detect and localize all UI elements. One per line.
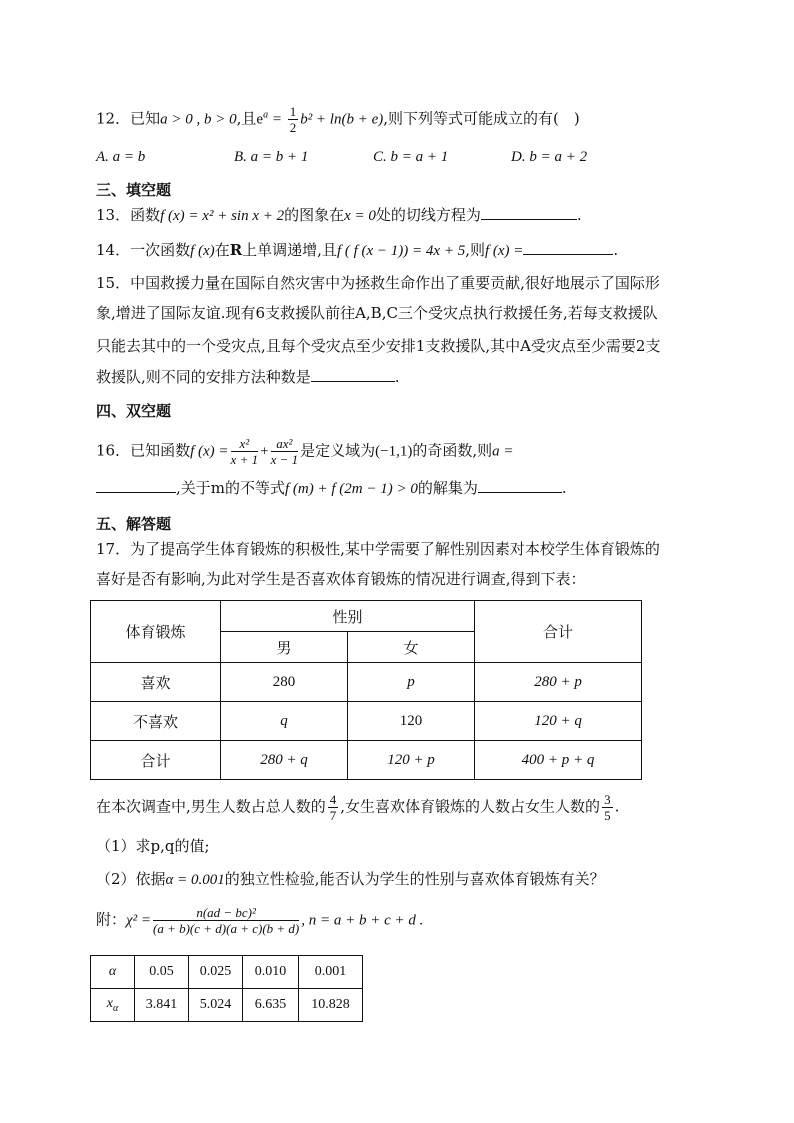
q12-option-c: C. b = a + 1 xyxy=(373,149,449,165)
q12-option-b: B. a = b + 1 xyxy=(234,149,309,165)
q16-answer-blank-2 xyxy=(478,478,562,493)
section-heading-solution: 五、解答题 xyxy=(96,515,172,533)
q12-option-a: A. a = b xyxy=(96,149,146,165)
table-row: 不喜欢 q 120 120 + q xyxy=(91,702,642,741)
q12-fraction: $\frac{1}{2}$ xyxy=(289,104,297,135)
table-row: $x_\alpha$ 3.841 5.024 6.635 10.828 xyxy=(91,989,363,1022)
header-gender: 性别 xyxy=(221,601,475,632)
table-row: α 0.05 0.025 0.010 0.001 xyxy=(91,956,363,989)
q12-option-d: D. b = a + 2 xyxy=(511,149,588,165)
q17-line-1: 17．为了提高学生体育锻炼的积极性,某中学需要了解性别因素对本校学生体育锻炼的 xyxy=(96,540,660,558)
q17-ratio-text: 在本次调查中,男生人数占总人数的 $\frac{4}{7}$ ,女生喜欢体育锻炼的人数占女生人数的 $\frac{3}{5}$ . xyxy=(96,792,620,823)
header-male: 男 xyxy=(221,632,348,663)
critical-value-table xyxy=(90,955,363,1022)
q15-answer-blank xyxy=(311,367,395,382)
header-exercise: 体育锻炼 xyxy=(91,601,221,663)
header-total: 合计 xyxy=(475,601,642,663)
q15-line-4: 救援队,则不同的安排方法种数是 . xyxy=(96,368,400,386)
section-heading-double-blank: 四、双空题 xyxy=(96,402,172,420)
table-row: 合计 280 + q 120 + p 400 + p + q xyxy=(91,741,642,780)
q16-line-2: ,关于m的不等式f (m) + f (2m − 1) > 0的解集为 . xyxy=(96,478,567,499)
q15-line-1: 15．中国救援力量在国际自然灾害中为拯救生命作出了重要贡献,很好地展示了国际形 xyxy=(96,274,660,292)
q15-line-3: 只能去其中的一个受灾点,且每个受灾点至少安排1支救援队,其中A受灾点至少需要2支 xyxy=(96,337,661,355)
survey-table xyxy=(90,600,642,780)
q17-line-2: 喜好是否有影响,为此对学生是否喜欢体育锻炼的情况进行调查,得到下表： xyxy=(96,570,586,588)
q15-line-2: 象,增进了国际友谊.现有6支救援队前往A,B,C三个受灾点执行救援任务,若每支救援队 xyxy=(96,304,658,322)
q16-answer-blank-1 xyxy=(96,478,176,493)
header-female: 女 xyxy=(348,632,475,663)
q12-stem: 12．已知a > 0 , b > 0,且$e^a$ = $\frac{1}{2}$ b² + ln(b + e),则下列等式可能成立的有( ) xyxy=(96,104,580,135)
q14-stem: 14．一次函数f (x)在R上单调递增,且f ( f (x − 1)) = 4x + 5,则f (x) = . xyxy=(96,241,619,259)
q13-answer-blank xyxy=(481,205,577,220)
section-heading-fill-blank: 三、填空题 xyxy=(96,181,172,199)
appendix-formula: 附：χ² = $\frac{\text{n(ad − bc)²}}{(a + b)(c + d)(a + c)(b + d)}$ , n = a + b + c + d . xyxy=(96,905,424,936)
q16-stem: 16．已知函数f (x) = $\frac{\text{x²}}{x + 1}$ + $\frac{\text{ax²}}{x - 1}$ 是定义域为(−1,1)的奇函数,则a = xyxy=(96,436,514,467)
q14-answer-blank xyxy=(523,240,613,255)
table-row: 喜欢 280 p 280 + p xyxy=(91,663,642,702)
q17-sub-1: （1）求p,q的值; xyxy=(96,837,210,855)
q17-sub-2: （2）依据α = 0.001的独立性检验,能否认为学生的性别与喜欢体育锻炼有关？ xyxy=(96,870,605,888)
q13-stem: 13．函数f (x) = x² + sin x + 2的图象在x = 0处的切线方程为 . xyxy=(96,206,582,224)
